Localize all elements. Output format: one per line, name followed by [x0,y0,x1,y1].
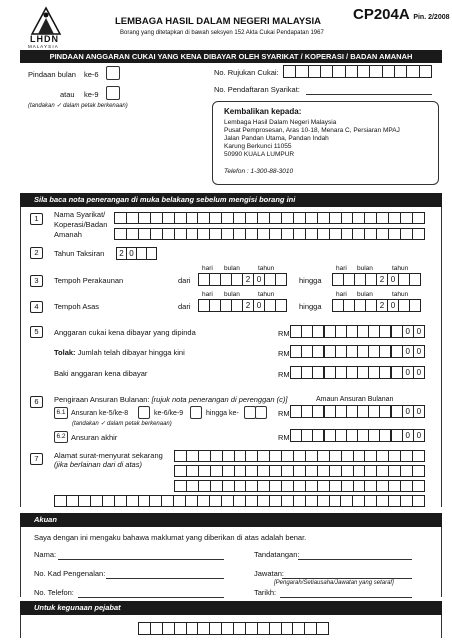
logo-text: LHDN [30,34,59,44]
amount-ansuran-cell: 0 [413,405,425,418]
address-line-2: Pusat Pemprosesan, Aras 10-18, Menara C, Persiaran MPAJ [224,127,400,134]
akuan-bar: Akuan [20,513,442,527]
tick-icon: ✓ [56,103,62,109]
anggaran-label: Anggaran cukai kena dibayar yang dipinda [54,328,196,337]
rujukan-cells-cell[interactable] [406,65,419,78]
date-dari-4[interactable] [198,299,286,312]
akuan-frame-left [20,527,21,597]
rujukan-cells-cell[interactable] [320,65,333,78]
rujukan-label: No. Rujukan Cukai: [214,68,279,77]
address-line-4: Karung Berkunci 11055 [224,143,292,150]
dari-label-4: dari [178,302,191,311]
amount-tolak-cell: 0 [413,345,425,358]
tolak-text: Jumlah telah dibayar hingga kini [75,348,185,357]
page-subtitle: Borang yang ditetapkan di bawah seksyen 152 Akta Cukai Pendapatan 1967 [120,30,324,36]
date-dari-4-cell: 0 [253,299,265,312]
nama-row-1[interactable] [114,212,424,224]
nama-row-2-cell[interactable] [412,228,425,240]
tahun-taksiran-label: Tahun Taksiran [54,249,105,258]
tandatangan-line[interactable] [298,559,412,560]
num-6-1: 6.1 [54,407,68,419]
nama-label-2: Koperasi/Badan [54,220,108,229]
amount-baki-cell: 0 [402,366,414,379]
date-hingga-3-cell: 0 [387,273,399,286]
tt-cell-4[interactable] [146,247,157,260]
jawatan-line[interactable] [282,578,412,579]
alamat-row-4[interactable] [54,495,424,507]
date-hingga-3-cell: 2 [376,273,388,286]
num-3: 3 [30,275,43,287]
amount-akhir-cell: 0 [402,429,414,442]
amount-baki-cell: 0 [413,366,425,379]
hbt-tahun-1: tahun [258,265,275,272]
alamat-row-3[interactable] [174,480,424,492]
kembalikan-title: Kembalikan kepada: [224,107,302,116]
logo-subtext: M A L A Y S I A [28,44,58,49]
amount-anggaran-cell: 0 [413,325,425,338]
alamat-note: (jika berlainan dari di atas) [54,460,142,469]
dari-label-3: dari [178,276,191,285]
rujukan-cells-cell[interactable] [382,65,395,78]
alamat-row-3-cell[interactable] [412,480,425,492]
notice-bar: Sila baca nota penerangan di muka belakang sebelum mengisi borang ini [20,193,442,207]
tempoh-asas-label: Tempoh Asas [54,302,100,311]
nama-row-2[interactable] [114,228,424,240]
pengiraan-label: Pengiraan Ansuran Bulanan: [rujuk nota penerangan di perenggan (c)] [54,395,288,404]
nama-label-1: Nama Syarikat/ [54,210,106,219]
num-6: 6 [30,396,43,408]
akuan-frame-right [441,527,442,597]
hbt-bulan-1: bulan [224,265,240,272]
hbt-bulan-4: bulan [357,291,373,298]
rujukan-cells-cell[interactable] [357,65,370,78]
date-dari-3-cell: 2 [242,273,254,286]
amount-tolak[interactable] [290,345,424,358]
num-2: 2 [30,247,43,259]
left-frame [20,207,21,507]
amount-akhir[interactable] [290,429,424,442]
form-code-text: CP204A [353,6,410,23]
ansuran-num-2[interactable] [255,406,267,419]
num-7: 7 [30,453,43,465]
amaun-label: Amaun Ansuran Bulanan [316,396,394,403]
ansuran-ke-label: Ansuran ke-5/ke-8 [71,410,129,417]
ansuran-check-2[interactable] [190,406,202,419]
telefon-line: Telefon : 1-300-88-3010 [224,168,294,175]
right-frame [441,207,442,507]
date-hingga-3-cell[interactable] [409,273,421,286]
amount-akhir-cell: 0 [413,429,425,442]
rujukan-cells-cell[interactable] [394,65,407,78]
date-hingga-4[interactable] [332,299,420,312]
tandakan-note: (tandakan ✓ dalam petak berkenaan) [28,103,128,109]
alamat-row-2-cell[interactable] [412,465,425,477]
ke6-label: ke-6 [84,70,99,79]
office-bar: Untuk kegunaan pejabat [20,601,442,615]
form-banner: PINDAAN ANGGARAN CUKAI YANG KENA DIBAYAR OLEH SYARIKAT / KOPERASI / BADAN AMANAH [20,50,442,63]
ke6-checkbox[interactable] [106,66,120,80]
atau-label: atau [60,90,75,99]
lhdn-logo [28,6,64,36]
date-dari-3-cell: 0 [253,273,265,286]
rujukan-cells-cell[interactable] [345,65,358,78]
hbt-hari-3: hari [202,291,213,298]
alamat-row-2[interactable] [174,465,424,477]
lhdn-emblem-icon [28,6,64,36]
rujukan-cells-cell[interactable] [419,65,432,78]
num-1: 1 [30,213,43,225]
address-line-3: Jalan Pandan Utama, Pandan Indah [224,135,329,142]
tolak-bold: Tolak: [54,348,76,357]
tandakan-61: (tandakan ✓ dalam petak berkenaan) [72,421,172,427]
rujukan-cells-cell[interactable] [295,65,308,78]
nama-label-3: Amanah [54,230,82,239]
tarikh-label: Tarikh: [254,588,277,597]
office-cells-cell [316,622,329,635]
num-5: 5 [30,326,43,338]
rm-label-1: RM [278,329,290,338]
jawatan-note: [Pengarah/Setiausaha/Jawatan yang setaraf] [274,580,394,586]
date-dari-4-cell[interactable] [275,299,287,312]
hbt-tahun-3: tahun [258,291,275,298]
date-dari-3[interactable] [198,273,286,286]
num-6-2: 6.2 [54,431,68,443]
hbt-bulan-2: bulan [357,265,373,272]
telefon-label: No. Telefon: [34,588,74,597]
akuan-statement: Saya dengan ini mengaku bahawa maklumat yang diberikan di atas adalah benar. [34,533,307,542]
office-frame-right [441,615,442,638]
hingga-ke-label: hingga ke- [206,410,239,417]
num-4: 4 [30,301,43,313]
amount-anggaran-cell: 0 [402,325,414,338]
hbt-tahun-2: tahun [392,265,409,272]
baki-label: Baki anggaran kena dibayar [54,369,148,378]
amount-ansuran-cell: 0 [402,405,414,418]
amount-baki[interactable] [290,366,424,379]
date-hingga-4-cell[interactable] [409,299,421,312]
rm-label-2: RM [278,349,290,358]
tandatangan-label: Tandatangan: [254,550,300,559]
ke9-label: ke-9 [84,90,99,99]
pendaftaran-label: No. Pendaftaran Syarikat: [214,85,300,94]
hbt-hari-4: hari [336,291,347,298]
date-dari-3-cell[interactable] [275,273,287,286]
hbt-hari-2: hari [336,265,347,272]
form-rev: Pin. 2/2008 [413,14,450,21]
date-hingga-4-cell: 0 [387,299,399,312]
jawatan-label: Jawatan: [254,569,285,578]
kad-label: No. Kad Pengenalan: [34,569,106,578]
telefon-line[interactable] [78,597,224,598]
tempoh-perakaunan-label: Tempoh Perakaunan [54,276,124,285]
tarikh-line[interactable] [280,597,412,598]
pendaftaran-line[interactable] [306,94,432,95]
alamat-row-4-cell[interactable] [412,495,425,507]
page-title: LEMBAGA HASIL DALAM NEGERI MALAYSIA [115,16,322,27]
office-frame-left [20,615,21,638]
amount-tolak-cell: 0 [402,345,414,358]
rm-label-5: RM [278,433,290,442]
address-line-1: Lembaga Hasil Dalam Negeri Malaysia [224,119,337,126]
rujukan-cells-cell[interactable] [283,65,296,78]
rujukan-cells-cell[interactable] [308,65,321,78]
ansuran-akhir-label: Ansuran akhir [71,433,118,442]
nama-label: Nama: [34,550,57,559]
rm-label-3: RM [278,370,290,379]
hbt-tahun-4: tahun [392,291,409,298]
pindaan-label: Pindaan bulan [28,70,76,79]
rujukan-cells-cell[interactable] [332,65,345,78]
tt-cell-2: 0 [126,247,137,260]
date-dari-4-cell: 2 [242,299,254,312]
date-hingga-3[interactable] [332,273,420,286]
amount-ansuran[interactable] [290,405,424,418]
rujukan-cells-cell[interactable] [369,65,382,78]
form-code [353,6,450,23]
hingga-label-3: hingga [299,276,322,285]
alamat-row-1-cell[interactable] [412,450,425,462]
alamat-row-1[interactable] [174,450,424,462]
hbt-hari-1: hari [202,265,213,272]
ke9-checkbox[interactable] [106,86,120,100]
tt-cell-1: 2 [116,247,127,260]
date-hingga-4-cell: 2 [376,299,388,312]
rm-label-4: RM [278,409,290,418]
hbt-bulan-3: bulan [224,291,240,298]
tolak-label [54,349,185,358]
hingga-label-4: hingga [299,302,322,311]
rujukan-cells[interactable] [283,65,431,78]
office-cells [138,622,328,635]
ke69-label: ke-6/ke-9 [154,410,184,417]
alamat-label: Alamat surat-menyurat sekarang [54,451,163,460]
nama-row-1-cell[interactable] [412,212,425,224]
kad-line[interactable] [106,578,224,579]
nama-line[interactable] [58,559,224,560]
address-line-5: 50990 KUALA LUMPUR [224,151,295,158]
amount-anggaran[interactable] [290,325,424,338]
ansuran-check-1[interactable] [138,406,150,419]
